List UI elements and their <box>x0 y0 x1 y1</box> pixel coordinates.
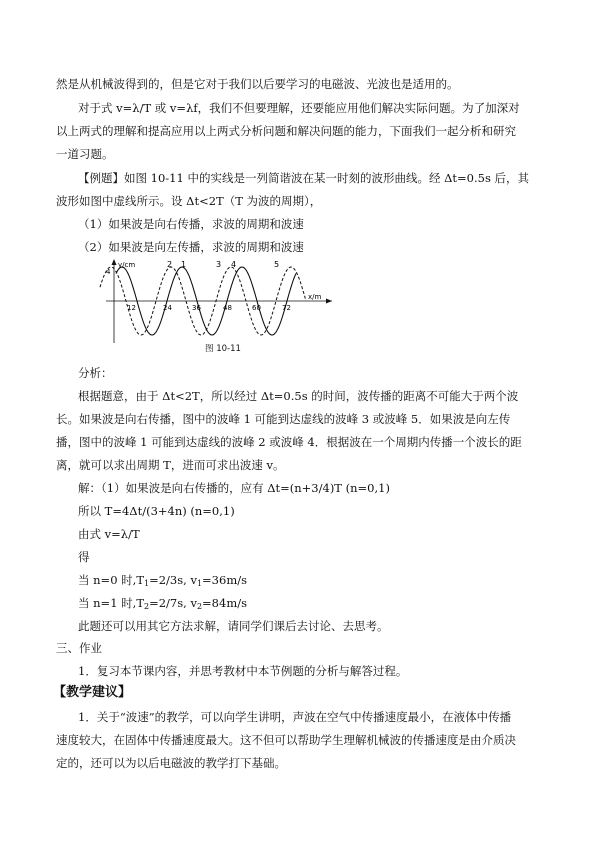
figure-caption: 图 10-11 <box>205 344 241 354</box>
question-2: （2）如果波是向左传播，求波的周期和波速 <box>78 240 304 254</box>
text-line: 1．关于“波速”的教学，可以向学生讲明，声波在空气中传播速度最小，在液体中传播 <box>78 710 512 724</box>
text-line: 波形如图中虚线所示。设 Δt<2T（T 为波的周期）， <box>56 194 322 208</box>
peak-label: 5 <box>274 260 280 269</box>
text-line: 对于式 v=λ/T 或 v=λf，我们不但要理解，还要能应用他们解决实际问题。为了加深对 <box>78 101 520 115</box>
peak-label: 4 <box>231 260 237 269</box>
text-line: 以上两式的理解和提高应用以上两式分析问题和解决问题的能力，下面我们一起分析和研究 <box>56 124 516 138</box>
result-line <box>78 596 247 610</box>
result-line <box>78 573 247 587</box>
text-line: 播，图中的波峰 1 可能到达虚线的波峰 2 或波峰 4．根据波在一个周期内传播一个波长的距 <box>56 435 522 449</box>
text-line: 定的，还可以为以后电磁波的教学打下基础。 <box>56 756 286 770</box>
result-text: =2/3s, v <box>149 573 197 587</box>
result-text: 当 n=1 时,T <box>78 596 144 610</box>
y-axis-label: y/cm <box>118 261 136 269</box>
analysis-heading: 分析： <box>78 366 113 380</box>
result-text: =84m/s <box>202 596 247 610</box>
x-tick-label: 36 <box>192 304 201 312</box>
subscript: 2 <box>144 602 150 611</box>
peak-label: 3 <box>216 260 222 269</box>
x-tick-label: 12 <box>127 304 136 312</box>
result-text: =2/7s, v <box>149 596 197 610</box>
text-line: 速度较大，在固体中传播速度最大。这不但可以帮助学生理解机械波的传播速度是由介质决 <box>56 733 516 747</box>
subscript: 1 <box>144 579 150 588</box>
peak-label: 1 <box>181 260 187 269</box>
text-line: 根据题意，由于 Δt<2T，所以经过 Δt=0.5s 的时间，波传播的距离不可能大于两个波 <box>78 389 519 403</box>
text-line: 离，就可以求出周期 T，进而可求出波速 v。 <box>56 458 285 472</box>
teaching-suggestion-heading: 【教学建议】 <box>53 685 132 700</box>
text-line: 一道习题。 <box>56 147 114 161</box>
text-line: 然是从机械波得到的，但是它对于我们以后要学习的电磁波、光波也是适用的。 <box>56 77 459 91</box>
x-axis-label: x/m <box>308 293 322 301</box>
wave-diagram <box>96 257 336 347</box>
peak-label: 2 <box>167 260 173 269</box>
x-tick-label: 72 <box>282 304 291 312</box>
x-axis-arrow <box>326 299 332 304</box>
text-line: 得 <box>78 550 90 564</box>
text-line: 长。如果波是向右传播，图中的波峰 1 可能到达虚线的波峰 3 或波峰 5．如果波是向左传 <box>56 412 511 426</box>
solution-line: 解：（1）如果波是向右传播的，应有 Δt=(n+3/4)T (n=0,1) <box>78 481 390 495</box>
result-text: =36m/s <box>202 573 247 587</box>
y-tick-label: 4 <box>106 268 111 276</box>
section-heading: 三、作业 <box>56 641 102 655</box>
text-line: 此题还可以用其它方法求解，请同学们课后去讨论、去思考。 <box>78 619 389 633</box>
x-tick-label: 24 <box>163 304 172 312</box>
subscript: 2 <box>196 602 203 611</box>
result-text: 当 n=0 时,T <box>78 573 144 587</box>
x-tick-label: 48 <box>223 304 232 312</box>
homework-item: 1．复习本节课内容，并思考教材中本节例题的分析与解答过程。 <box>78 664 408 678</box>
example-title: 【例题】如图 10-11 中的实线是一列简谐波在某一时刻的波形曲线。经 Δt=0.5s 后，其 <box>78 171 530 185</box>
formula-line: 所以 T=4Δt/(3+4n) (n=0,1) <box>78 504 235 518</box>
y-axis-arrow <box>112 259 117 265</box>
formula-line: 由式 v=λ/T <box>78 527 140 541</box>
question-1: （1）如果波是向右传播，求波的周期和波速 <box>78 217 304 231</box>
subscript: 1 <box>196 579 203 588</box>
x-tick-label: 60 <box>252 304 261 312</box>
